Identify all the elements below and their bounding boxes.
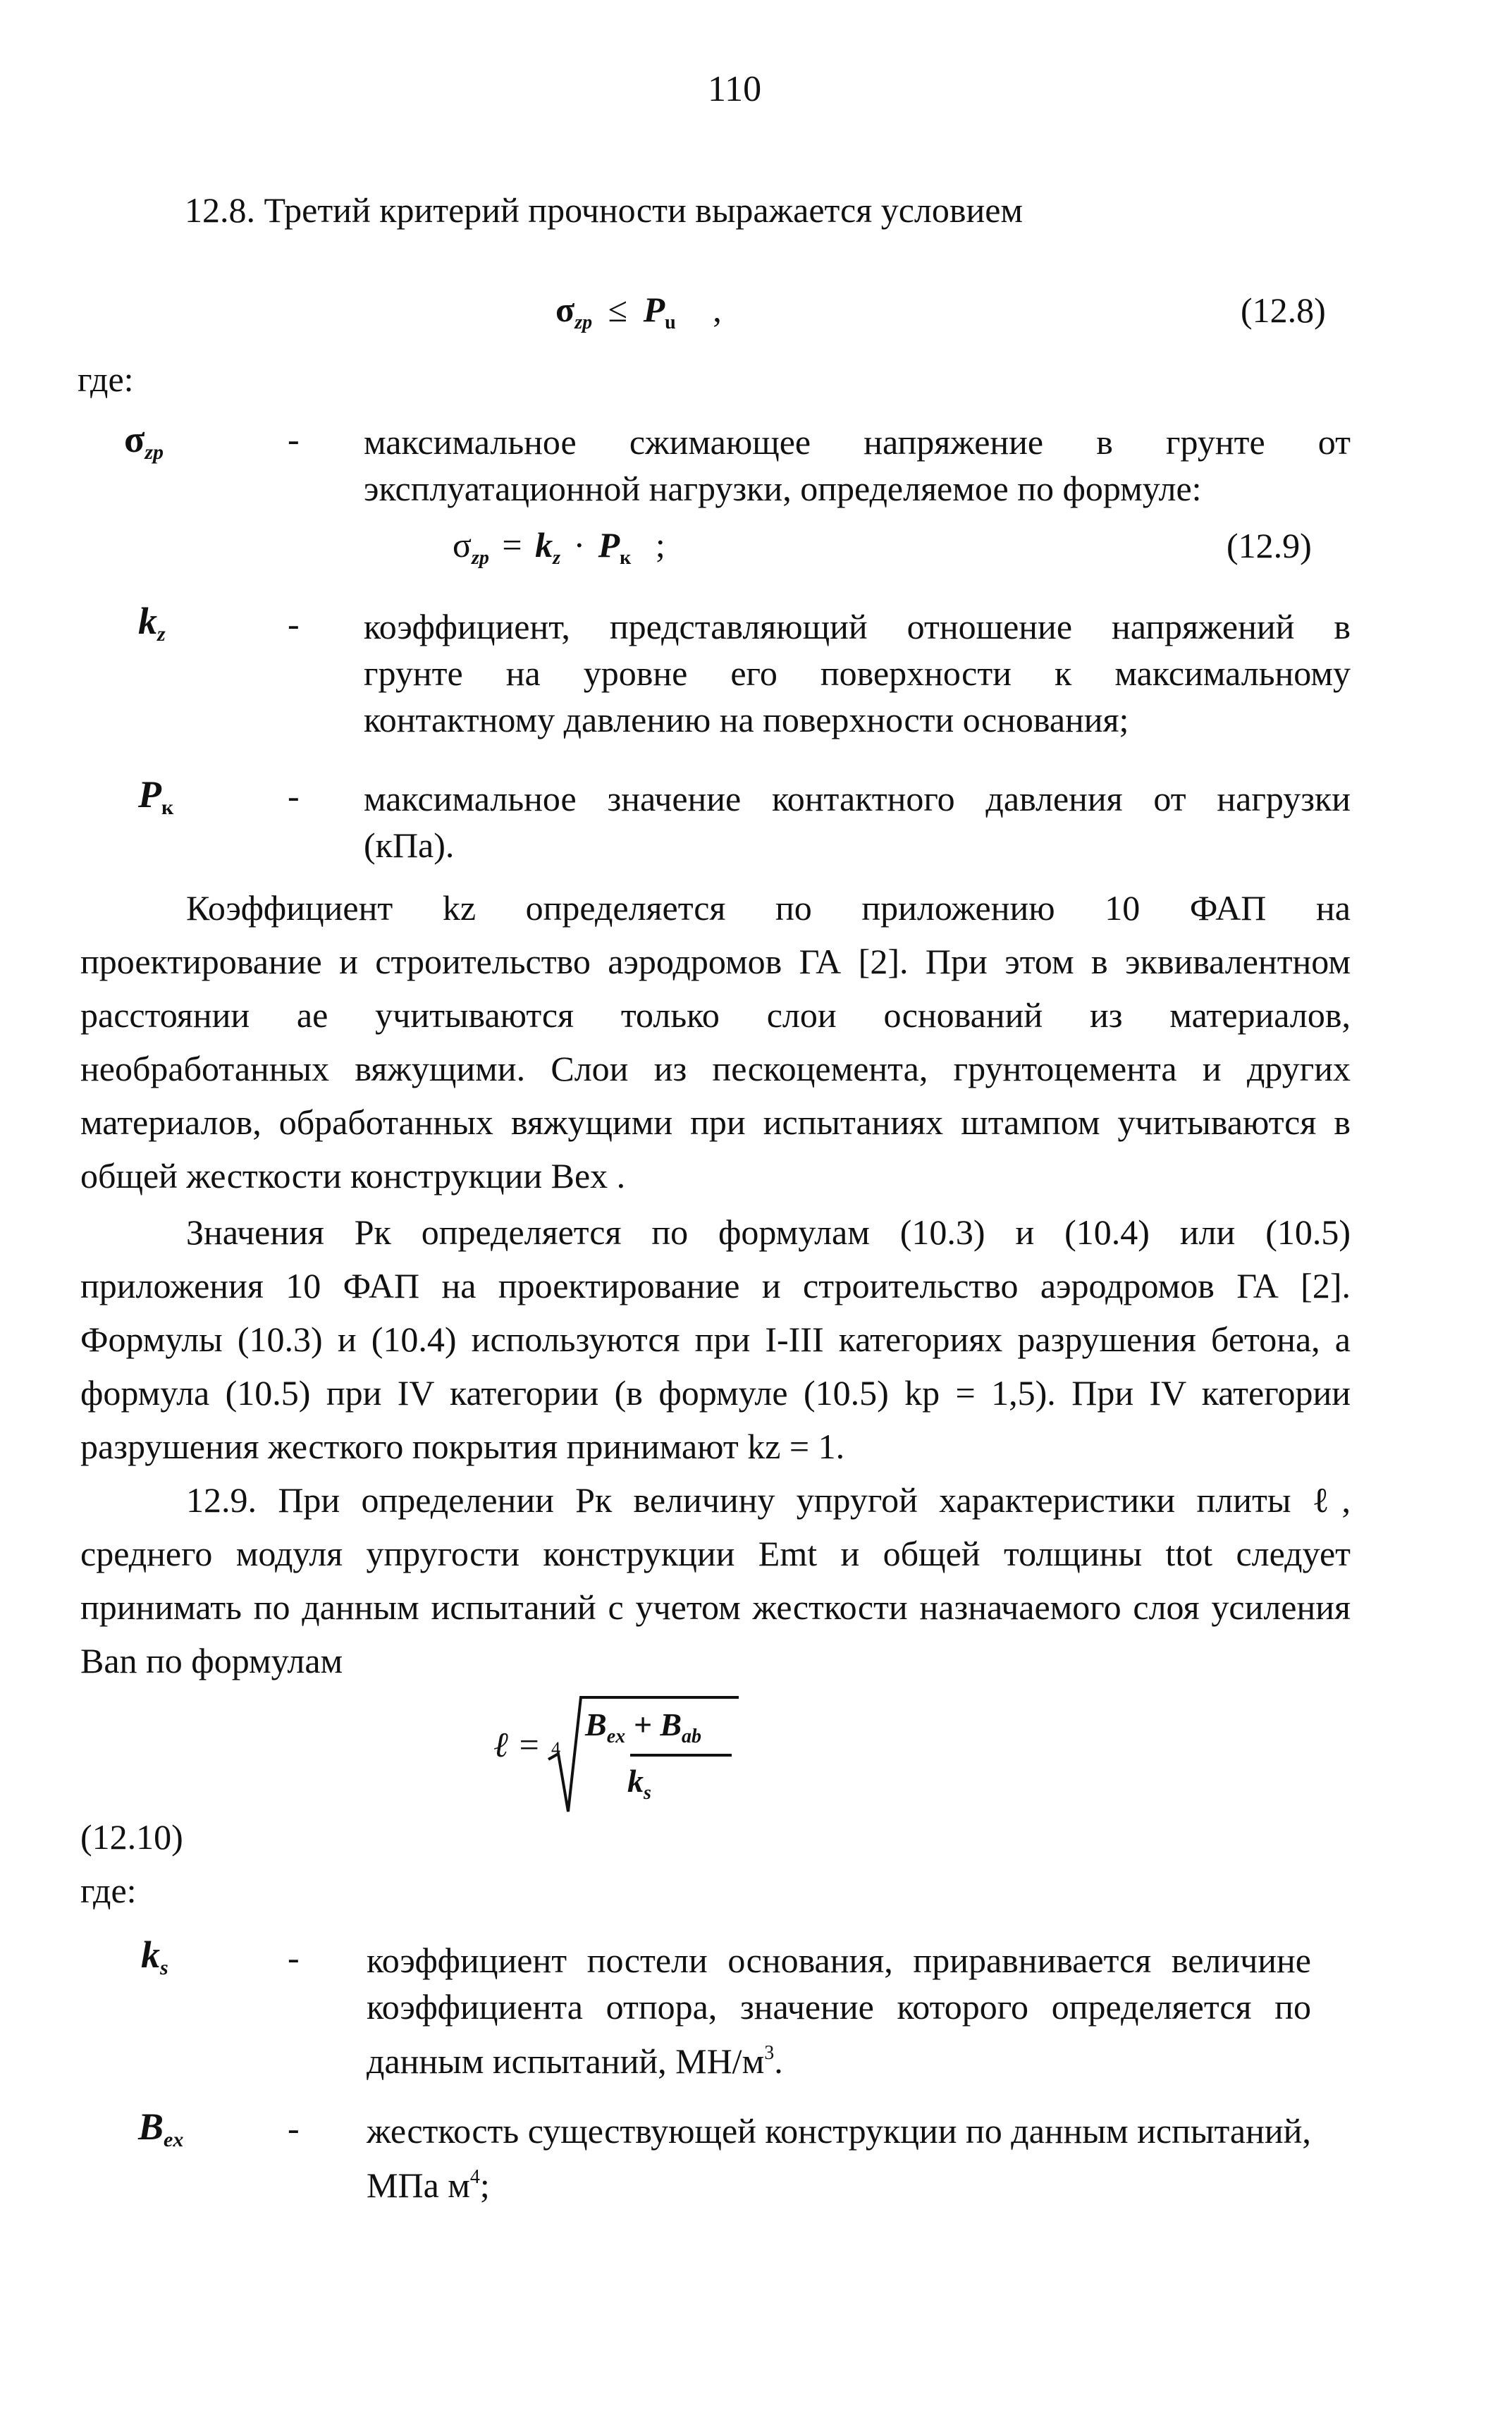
def-sigma-zp-text: максимальное сжимающее напряжение в грунте от эксплуатационной нагрузки, определяемое по формуле: <box>364 422 1351 508</box>
formula-12-10-number: (12.10) <box>80 1817 183 1857</box>
symbol-kz: $k_z$ <box>138 600 166 646</box>
def-dash: - <box>288 776 300 816</box>
def-kz-text: коэффициент, представляющий отношение напряжений в грунте на уровне его поверхности к максимальному контактному давлению на поверхности основания; <box>364 607 1351 739</box>
root-index: 4 <box>551 1738 560 1759</box>
where-label: где: <box>78 359 134 399</box>
paragraph-pk: Значения Pк определяется по формулам (10.3) и (10.4) или (10.5) приложения 10 ФАП на проектирование и строительство аэродромов ГА [2]. Формулы (10.3) и (10.4) используются при I-III категориях разрушения бетона, а формула (10.5) при IV категории (в формуле (10.5) kp = 1,5). При IV категории разрушения жесткого покрытия принимают kz = 1. <box>80 1212 1351 1466</box>
def-ks-text: коэффициент постели основания, приравнивается величине коэффициента отпора, значение которого определяется по данным испытаний, $МН/м^3$. <box>367 1941 1311 2081</box>
paragraph-kz: Коэффициент kz определяется по приложению 10 ФАП на проектирование и строительство аэродромов ГА [2]. При этом в эквивалентном расстоянии ae учитываются только слои оснований из материалов, необработанных вяжущими. Слои из пескоцемента, грунтоцемента и других материалов, обработанных вяжущими при испытаниях штампом учитываются в общей жесткости конструкции Bex . <box>80 888 1351 1195</box>
formula-12-8-number: (12.8) <box>1241 290 1326 330</box>
def-dash: - <box>288 419 300 459</box>
def-dash: - <box>288 604 300 644</box>
def-dash: - <box>288 2108 300 2148</box>
formula-12-10 <box>493 1692 733 1826</box>
symbol-ks: $k_s$ <box>141 1934 168 1979</box>
symbol-bex: $B_{ex}$ <box>138 2106 184 2151</box>
formula-denominator: $k_s$ <box>627 1763 651 1804</box>
formula-lhs: ℓ = <box>493 1725 541 1764</box>
def-pk-text: максимальное значение контактного давления от нагрузки (кПа). <box>364 779 1351 865</box>
formula-12-8: $\sigma_{zp} \le P_u$ , <box>555 290 722 333</box>
where-label-2: где: <box>80 1871 137 1910</box>
symbol-sigma-zp: $\sigma_{zp}$ <box>124 418 164 464</box>
section-12-8-intro: 12.8. Третий критерий прочности выражается условием <box>185 190 1024 230</box>
section-12-9: 12.9. При определении Pк величину упругой характеристики плиты ℓ, среднего модуля упругости конструкции Emt и общей толщины ttot следует принимать по данным испытаний с учетом жесткости назначаемого слоя усиления Ban по формулам <box>80 1480 1351 1680</box>
page-number: 110 <box>708 69 762 109</box>
formula-12-9: $\sigma_{zp} = k_z \cdot P_к$ ; <box>453 525 665 569</box>
def-bex-text: жесткость существующей конструкции по данным испытаний, МПа $м^4$; <box>367 2111 1311 2205</box>
formula-numerator: $B_{ex} + B_{ab}$ <box>585 1707 702 1747</box>
symbol-pk: $P_к$ <box>138 773 174 819</box>
def-dash: - <box>288 1938 300 1977</box>
formula-12-9-number: (12.9) <box>1227 526 1312 565</box>
